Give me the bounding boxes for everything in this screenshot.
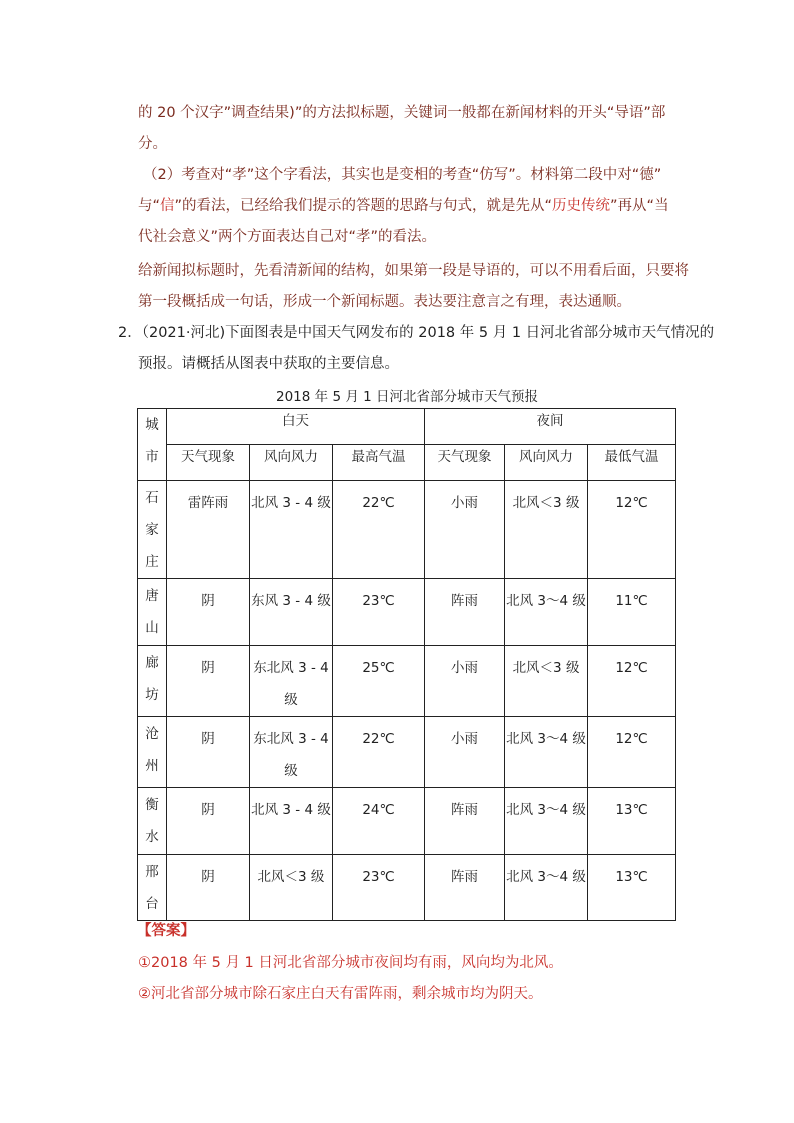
- answer-item-2: ②河北省部分城市除石家庄白天有雷阵雨，剩余城市均为阴天。: [138, 986, 543, 1002]
- analysis-line-2: 分。: [138, 136, 167, 152]
- night-weather-cell: 阵雨: [451, 869, 479, 885]
- night-wind-cell: 北风 3～4 级: [506, 802, 586, 818]
- high-temp-cell: 25℃: [362, 660, 395, 676]
- day-wind-cell: 北风 3 - 4 级: [251, 802, 331, 818]
- table-row: [138, 855, 676, 921]
- day-wind-cell: 东北风 3 - 4 级: [250, 717, 333, 788]
- low-temp-cell: 13℃: [615, 802, 648, 818]
- analysis-line-1: 的 20 个汉字”调查结果)”的方法拟标题，关键词一般都在新闻材料的开头“导语”部: [138, 105, 666, 121]
- table-row: [138, 788, 676, 855]
- analysis-p2-line-3: 代社会意义”两个方面表达自己对“孝”的看法。: [138, 229, 437, 245]
- night-weather-cell: 阵雨: [451, 593, 479, 609]
- city-cell: 唐 山: [138, 579, 167, 646]
- night-wind-cell: 北风 3～4 级: [506, 593, 586, 609]
- day-wind-cell: 东北风 3 - 4 级: [250, 646, 333, 717]
- analysis-p2-line-2: 与“信”的看法，已经给我们提示的答题的思路与句式，就是先从“历史传统”再从“当: [138, 198, 669, 214]
- night-wind-cell: 北风＜3 级: [512, 495, 580, 511]
- night-wind-cell: 北风＜3 级: [512, 660, 580, 676]
- analysis-p2-line-1: （2）考查对“孝”这个字看法，其实也是变相的考查“仿写”。材料第二段中对“德”: [143, 167, 662, 183]
- day-weather-cell: 阴: [201, 593, 215, 609]
- answer-item-1: ①2018 年 5 月 1 日河北省部分城市夜间均有雨，风向均为北风。: [138, 955, 563, 971]
- low-temp-cell: 12℃: [615, 495, 648, 511]
- sub-header: 最高气温: [333, 445, 425, 481]
- sub-header: 风向风力: [505, 445, 588, 481]
- low-temp-cell: 12℃: [615, 660, 648, 676]
- night-wind-cell: 北风 3～4 级: [506, 869, 586, 885]
- low-temp-cell: 13℃: [615, 869, 648, 885]
- high-temp-cell: 23℃: [362, 869, 395, 885]
- table-row: [138, 717, 676, 788]
- night-weather-cell: 阵雨: [451, 802, 479, 818]
- high-temp-cell: 23℃: [362, 593, 395, 609]
- sub-header: 天气现象: [425, 445, 505, 481]
- city-cell: 石 家 庄: [138, 481, 167, 579]
- sub-header: 天气现象: [167, 445, 250, 481]
- night-header: 夜间: [425, 409, 676, 445]
- city-cell: 廊 坊: [138, 646, 167, 717]
- city-cell: 邢 台: [138, 855, 167, 921]
- day-weather-cell: 阴: [201, 660, 215, 676]
- table-row: [138, 646, 676, 717]
- city-cell: 沧 州: [138, 717, 167, 788]
- day-weather-cell: 雷阵雨: [187, 495, 229, 511]
- night-weather-cell: 小雨: [451, 731, 479, 747]
- day-header: 白天: [167, 409, 425, 445]
- night-weather-cell: 小雨: [451, 495, 479, 511]
- day-wind-cell: 东风 3 - 4 级: [251, 593, 331, 609]
- high-temp-cell: 22℃: [362, 731, 395, 747]
- night-weather-cell: 小雨: [451, 660, 479, 676]
- day-weather-cell: 阴: [201, 869, 215, 885]
- table-row: [138, 481, 676, 579]
- low-temp-cell: 12℃: [615, 731, 648, 747]
- tip-line-1: 给新闻拟标题时，先看清新闻的结构，如果第一段是导语的，可以不用看后面，只要将: [138, 263, 689, 279]
- day-wind-cell: 北风＜3 级: [257, 869, 325, 885]
- high-temp-cell: 24℃: [362, 802, 395, 818]
- weather-table: [137, 408, 676, 921]
- night-wind-cell: 北风 3～4 级: [506, 731, 586, 747]
- low-temp-cell: 11℃: [615, 593, 648, 609]
- day-wind-cell: 北风 3 - 4 级: [251, 495, 331, 511]
- table-row: [138, 579, 676, 646]
- sub-header: 最低气温: [588, 445, 676, 481]
- city-header: 城 市: [138, 409, 167, 481]
- sub-header: 风向风力: [250, 445, 333, 481]
- answer-label: 【答案】: [137, 923, 195, 939]
- question-line-2: 预报。请概括从图表中获取的主要信息。: [138, 356, 399, 372]
- day-weather-cell: 阴: [201, 802, 215, 818]
- question-line-1: 2．（2021·河北)下面图表是中国天气网发布的 2018 年 5 月 1 日河北省部分城市天气情况的: [118, 325, 715, 341]
- tip-line-2: 第一段概括成一句话，形成一个新闻标题。表达要注意言之有理，表达通顺。: [138, 294, 631, 310]
- table-caption: 2018 年 5 月 1 日河北省部分城市天气预报: [276, 389, 538, 405]
- city-cell: 衡 水: [138, 788, 167, 855]
- day-weather-cell: 阴: [201, 731, 215, 747]
- high-temp-cell: 22℃: [362, 495, 395, 511]
